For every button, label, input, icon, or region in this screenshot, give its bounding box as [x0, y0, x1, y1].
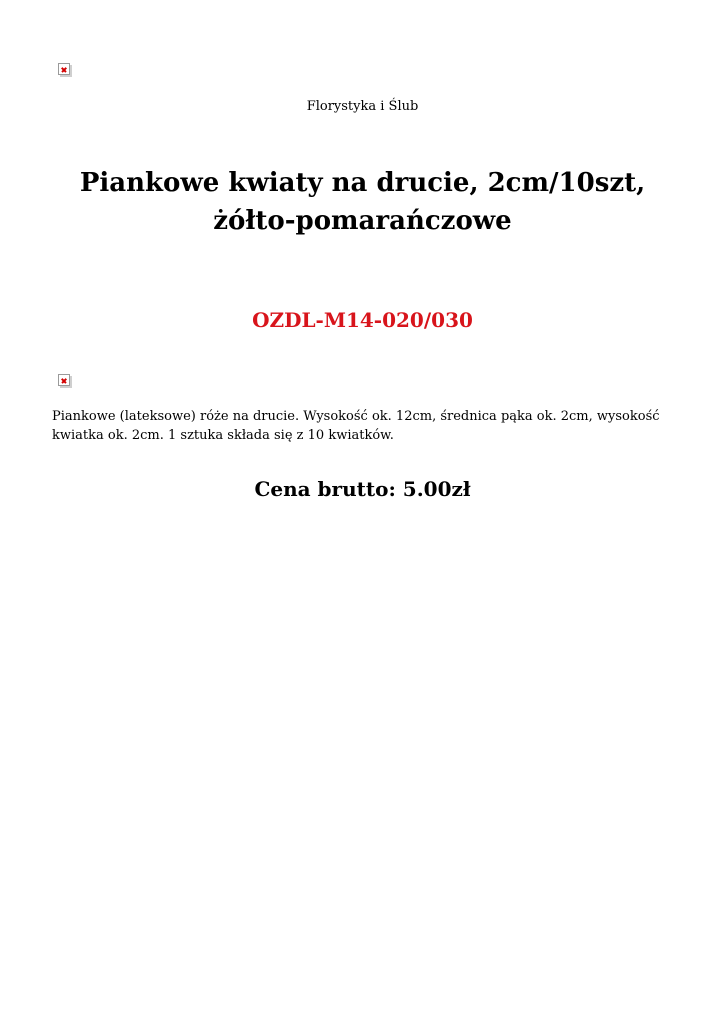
- site-name: Florystyka i Ślub: [306, 99, 419, 114]
- product-description: Piankowe (lateksowe) róże na drucie. Wysokość ok. 12cm, średnica pąka ok. 2cm, wysokość kwiatka ok. 2cm. 1 sztuka składa się z 10 kwiatków.: [52, 409, 660, 443]
- product-price: Cena brutto: 5.00zł: [254, 477, 471, 501]
- product-sku: OZDL-M14-020/030: [252, 308, 473, 332]
- product-broken-image-icon: [58, 374, 70, 386]
- logo-broken-image-icon: [58, 63, 70, 75]
- product-title: Piankowe kwiaty na drucie, 2cm/10szt, żółto-pomarańczowe: [79, 168, 646, 236]
